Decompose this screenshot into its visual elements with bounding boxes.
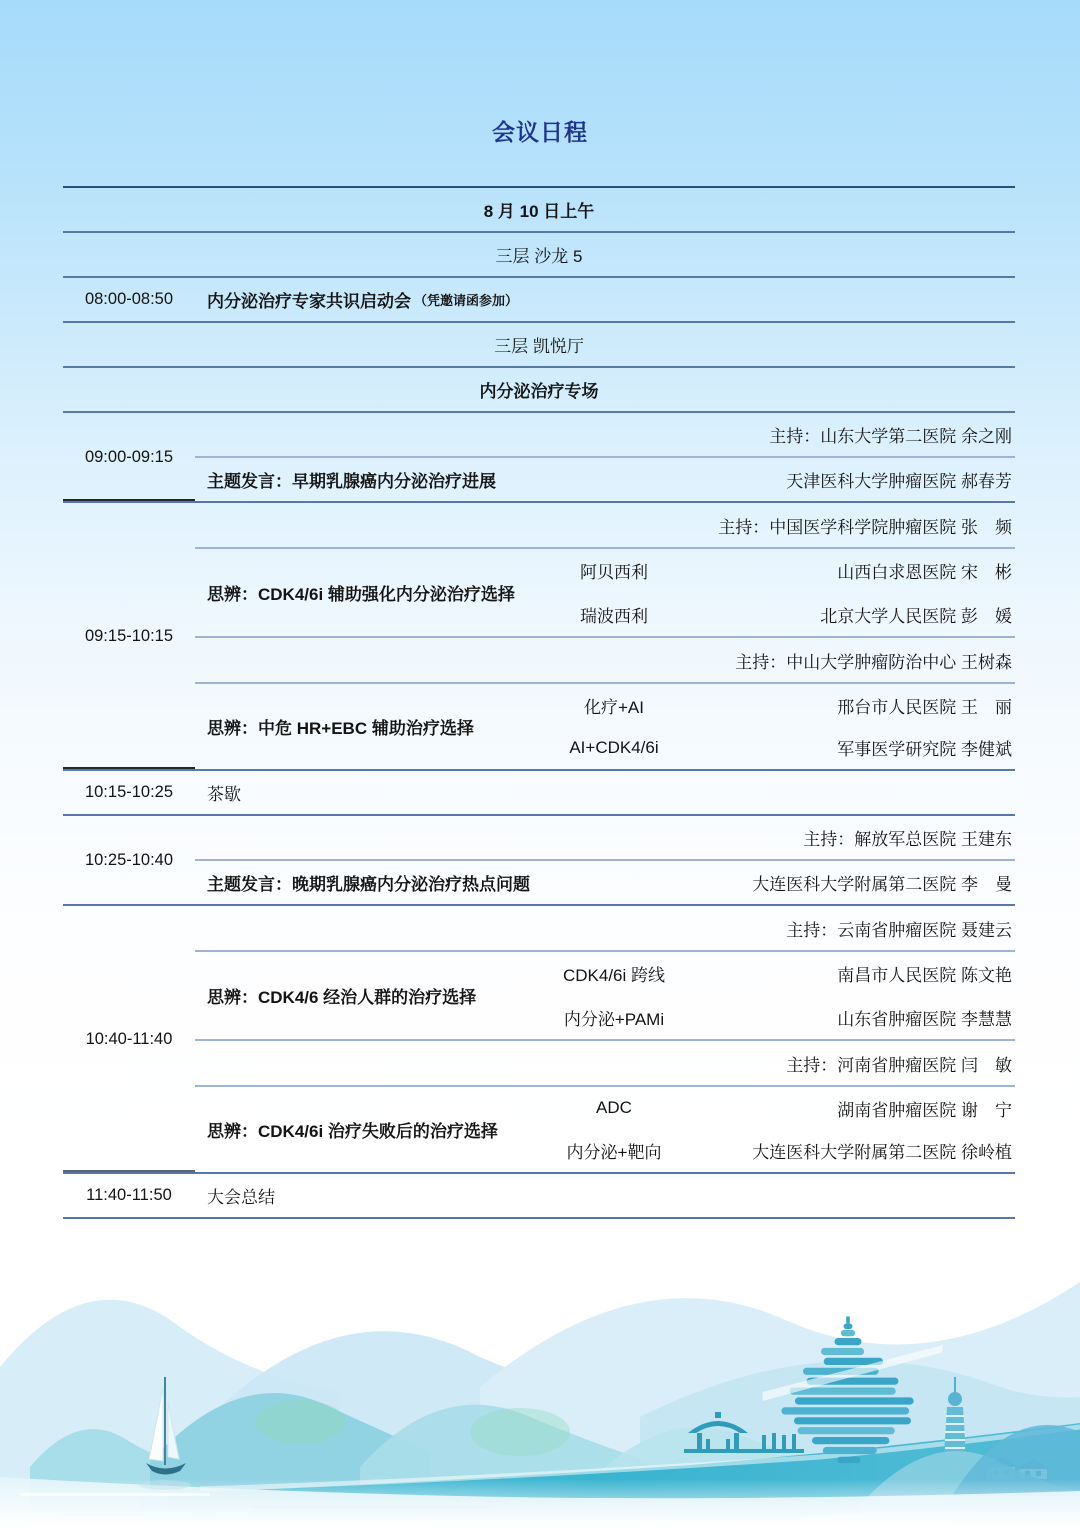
debate-speaker: 北京大学人民医院 彭 媛 xyxy=(820,606,1012,626)
block2-host1-row xyxy=(195,503,1015,549)
launch-meeting-row xyxy=(63,278,1015,323)
block2-debate1-label-text: 思辨：CDK4/6i 辅助强化内分泌治疗选择 xyxy=(207,585,515,604)
block1-content xyxy=(195,413,1015,501)
session-block-1025 xyxy=(63,816,1015,906)
block1-topic-row xyxy=(195,458,1015,501)
debate-item xyxy=(553,558,1015,583)
block1-time: 09:00-09:15 xyxy=(84,447,174,466)
block4-debate2-row xyxy=(195,1087,1015,1172)
debate-speaker: 南昌市人民医院 陈文艳 xyxy=(837,966,1012,986)
session-header-row xyxy=(63,368,1015,413)
block4-time: 10:40-11:40 xyxy=(85,1029,173,1048)
debate-subtopic: 内分泌+PAMi xyxy=(563,1009,665,1029)
block2-debate2-items xyxy=(553,684,1015,769)
tea-break-row xyxy=(63,771,1015,816)
debate-item xyxy=(553,961,1015,986)
launch-note: （凭邀请函参加） xyxy=(414,293,519,308)
block1-host: 主持：山东大学第二医院 余之刚 xyxy=(769,427,1012,446)
session-block-1040 xyxy=(63,906,1015,1174)
block4-debate1-row xyxy=(195,952,1015,1041)
venue-row-salon xyxy=(63,233,1015,278)
schedule-table xyxy=(63,186,1015,1219)
block2-debate1-row xyxy=(195,549,1015,638)
venue-row-hyatt xyxy=(63,323,1015,368)
time-column-divider xyxy=(63,1170,195,1172)
date-header-row xyxy=(63,188,1015,233)
closing-title: 大会总结 xyxy=(207,1188,275,1207)
tea-break-time: 10:15-10:25 xyxy=(84,783,174,801)
block2-debate1-label xyxy=(195,549,553,636)
block2-debate2-label xyxy=(195,684,553,769)
block3-time: 10:25-10:40 xyxy=(84,850,174,869)
block4-host2-row xyxy=(195,1041,1015,1087)
debate-subtopic: 化疗+AI xyxy=(584,697,644,717)
block2-debate2-row xyxy=(195,684,1015,769)
session-block-0900 xyxy=(63,413,1015,503)
block2-host2: 主持：中山大学肿瘤防治中心 王树森 xyxy=(735,652,1012,672)
block1-topic: 主题发言：早期乳腺癌内分泌治疗进展 xyxy=(207,472,496,491)
session-block-0915 xyxy=(63,503,1015,771)
debate-speaker: 大连医科大学附属第二医院 徐岭植 xyxy=(752,1143,1012,1163)
block1-host-row xyxy=(195,413,1015,458)
time-column-divider xyxy=(63,767,195,769)
block4-host1-row xyxy=(195,906,1015,952)
block4-host1: 主持：云南省肿瘤医院 聂建云 xyxy=(786,920,1012,940)
block4-host2: 主持：河南省肿瘤医院 闫 敏 xyxy=(786,1055,1012,1075)
debate-speaker: 湖南省肿瘤医院 谢 宁 xyxy=(837,1100,1012,1120)
block2-time: 09:15-10:15 xyxy=(84,626,174,645)
debate-item xyxy=(553,1096,1015,1121)
time-column-divider xyxy=(63,499,195,501)
block3-speaker: 大连医科大学附属第二医院 李 曼 xyxy=(752,875,1012,894)
debate-subtopic: 瑞波西利 xyxy=(580,606,648,626)
debate-subtopic: CDK4/6i 跨线 xyxy=(562,966,666,986)
block2-debate1-items xyxy=(553,549,1015,636)
block3-content xyxy=(195,816,1015,904)
block3-topic: 主题发言：晚期乳腺癌内分泌治疗热点问题 xyxy=(207,875,530,894)
block3-topic-row xyxy=(195,861,1015,904)
block1-speaker: 天津医科大学肿瘤医院 郝春芳 xyxy=(786,472,1012,491)
debate-item xyxy=(553,602,1015,627)
block2-debate2-label-text: 思辨：中危 HR+EBC 辅助治疗选择 xyxy=(207,719,474,738)
bottom-fade xyxy=(0,1479,1080,1527)
debate-subtopic: 阿贝西利 xyxy=(580,563,648,583)
launch-title: 内分泌治疗专家共识启动会 xyxy=(207,292,411,311)
block4-debate2-items xyxy=(553,1087,1015,1172)
closing-time: 11:40-11:50 xyxy=(86,1186,172,1204)
block3-host-row xyxy=(195,816,1015,861)
block4-debate1-label xyxy=(195,952,553,1039)
block4-debate2-label xyxy=(195,1087,553,1172)
debate-item xyxy=(553,693,1015,718)
block4-debate2-label-text: 思辨：CDK4/6i 治疗失败后的治疗选择 xyxy=(207,1122,498,1141)
page-title: 会议日程 xyxy=(492,119,588,145)
session-header-label: 内分泌治疗专场 xyxy=(479,382,599,401)
block2-host1: 主持：中国医学科学院肿瘤医院 张 频 xyxy=(718,517,1012,537)
block2-content xyxy=(195,503,1015,769)
landscape-illustration xyxy=(0,1227,1080,1527)
debate-subtopic: 内分泌+靶向 xyxy=(566,1143,662,1163)
closing-content xyxy=(195,1183,1015,1208)
venue-salon-label: 三层 沙龙 5 xyxy=(495,247,583,266)
block3-host: 主持：解放军总医院 王建东 xyxy=(803,830,1012,849)
debate-subtopic: ADC xyxy=(596,1098,632,1118)
debate-speaker: 军事医学研究院 李健斌 xyxy=(837,740,1012,760)
debate-item xyxy=(553,735,1015,760)
debate-speaker: 山东省肿瘤医院 李慧慧 xyxy=(837,1009,1012,1029)
block4-debate1-items xyxy=(553,952,1015,1039)
debate-item xyxy=(553,1005,1015,1030)
block4-debate1-label-text: 思辨：CDK4/6 经治人群的治疗选择 xyxy=(207,988,477,1007)
tea-break-content xyxy=(195,780,1015,805)
tea-break-title: 茶歇 xyxy=(207,785,241,804)
date-header-label: 8 月 10 日上午 xyxy=(483,202,595,221)
launch-content xyxy=(195,287,1015,312)
launch-time: 08:00-08:50 xyxy=(84,290,174,308)
debate-subtopic: AI+CDK4/6i xyxy=(569,737,659,757)
block2-host2-row xyxy=(195,638,1015,684)
debate-speaker: 山西白求恩医院 宋 彬 xyxy=(837,563,1012,583)
block4-content xyxy=(195,906,1015,1172)
venue-hyatt-label: 三层 凯悦厅 xyxy=(494,337,584,356)
debate-speaker: 邢台市人民医院 王 丽 xyxy=(837,697,1012,717)
closing-row xyxy=(63,1174,1015,1219)
debate-item xyxy=(553,1138,1015,1163)
